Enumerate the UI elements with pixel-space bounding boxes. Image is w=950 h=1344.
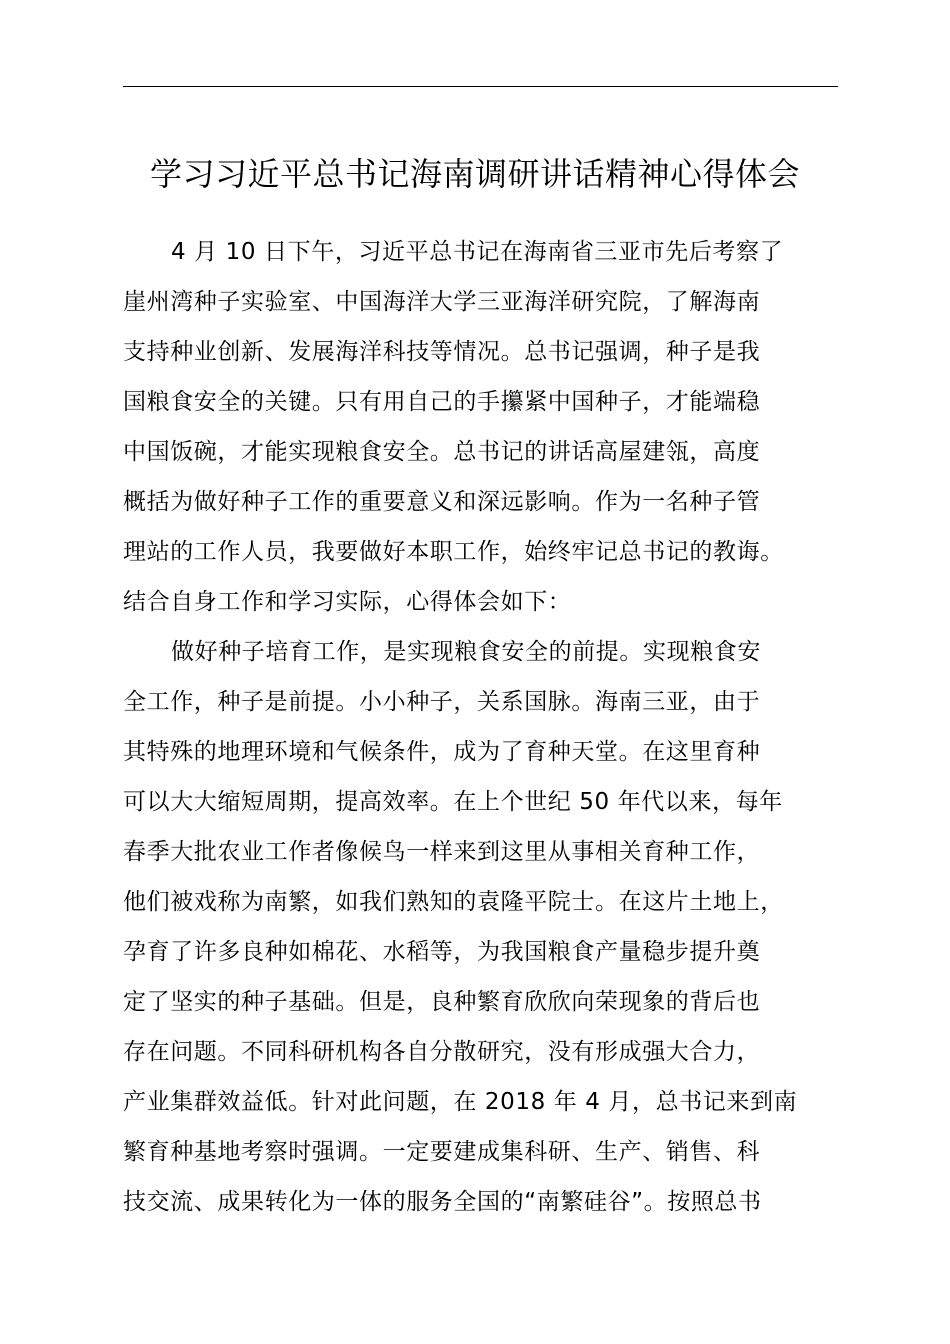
text-line: 支持种业创新、发展海洋科技等情况。总书记强调，种子是我 — [123, 339, 761, 365]
text-line: 技交流、成果转化为一体的服务全国的“南繁硅谷”。按照总书 — [123, 1189, 762, 1215]
text-line: 其特殊的地理环境和气候条件，成为了育种天堂。在这里育种 — [123, 739, 761, 765]
text-line: 产业集群效益低。针对此问题，在 2018 年 4 月，总书记来到南 — [123, 1089, 798, 1115]
document-title: 学习习近平总书记海南调研讲话精神心得体会 — [149, 155, 800, 193]
text-line: 繁育种基地考察时强调。一定要建成集科研、生产、销售、科 — [123, 1139, 761, 1165]
header-rule — [123, 86, 838, 87]
text-line: 定了坚实的种子基础。但是，良种繁育欣欣向荣现象的背后也 — [123, 989, 761, 1015]
text-line: 4 月 10 日下午，习近平总书记在海南省三亚市先后考察了 — [171, 239, 784, 265]
text-line: 理站的工作人员，我要做好本职工作，始终牢记总书记的教诲。 — [123, 539, 784, 565]
text-line: 他们被戏称为南繁，如我们熟知的袁隆平院士。在这片土地上， — [123, 889, 784, 915]
text-line: 全工作，种子是前提。小小种子，关系国脉。海南三亚，由于 — [123, 689, 761, 715]
text-line: 概括为做好种子工作的重要意义和深远影响。作为一名种子管 — [123, 489, 761, 515]
text-line: 做好种子培育工作，是实现粮食安全的前提。实现粮食安 — [171, 639, 761, 665]
text-line: 孕育了许多良种如棉花、水稻等，为我国粮食产量稳步提升奠 — [123, 939, 761, 965]
text-line: 存在问题。不同科研机构各自分散研究，没有形成强大合力， — [123, 1039, 761, 1065]
document-body — [123, 227, 858, 1227]
text-line: 中国饭碗，才能实现粮食安全。总书记的讲话高屋建瓴，高度 — [123, 439, 761, 465]
text-line: 春季大批农业工作者像候鸟一样来到这里从事相关育种工作， — [123, 839, 761, 865]
text-line: 崖州湾种子实验室、中国海洋大学三亚海洋研究院，了解海南 — [123, 289, 761, 315]
text-line: 结合自身工作和学习实际，心得体会如下： — [123, 589, 572, 615]
text-line: 可以大大缩短周期，提高效率。在上个世纪 50 年代以来，每年 — [123, 789, 783, 815]
text-line: 国粮食安全的关键。只有用自己的手攥紧中国种子，才能端稳 — [123, 389, 761, 415]
